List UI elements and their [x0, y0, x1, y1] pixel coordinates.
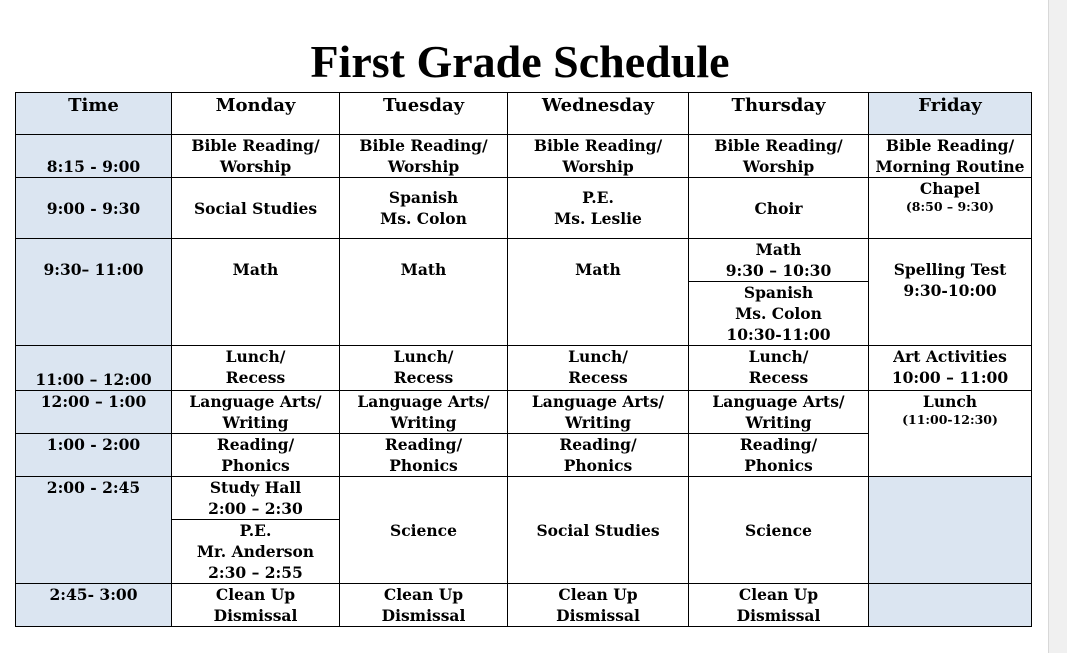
cell-line: 2:00 – 2:30 — [208, 499, 303, 518]
cell-mon-7a — [172, 477, 340, 520]
cell-line: Bible Reading/ — [359, 136, 488, 155]
cell-mon-3: Math — [172, 239, 340, 346]
cell-line: Phonics — [563, 456, 633, 475]
cell-line: Mr. Anderson — [196, 542, 315, 561]
cell-line: Lunch/ — [568, 347, 628, 366]
cell-line: Bible Reading/ — [533, 136, 663, 155]
cell-line: Ms. Colon — [380, 209, 467, 228]
cell-mon-6 — [172, 434, 340, 477]
cell-fri-1 — [869, 135, 1032, 178]
cell-line: Lunch/ — [748, 347, 809, 366]
cell-mon-7b — [172, 520, 340, 584]
cell-thu-1 — [689, 135, 869, 178]
cell-line: Recess — [225, 368, 286, 387]
cell-fri-5 — [869, 391, 1032, 477]
cell-tue-7: Science — [340, 477, 508, 584]
cell-line: Clean Up — [383, 585, 464, 604]
cell-wed-8 — [508, 584, 689, 627]
cell-thu-7: Science — [689, 477, 869, 584]
cell-tue-6 — [340, 434, 508, 477]
cell-line: Morning Routine — [875, 157, 1025, 176]
cell-line: Chapel — [919, 179, 981, 198]
cell-line: P.E. — [582, 188, 614, 207]
cell-line: Dismissal — [736, 606, 821, 625]
cell-line: Worship — [219, 157, 292, 176]
cell-mon-4 — [172, 346, 340, 391]
cell-line: Writing — [222, 413, 289, 432]
cell-fri-7 — [869, 477, 1032, 584]
cell-note: (8:50 – 9:30) — [905, 199, 995, 214]
table-row — [16, 239, 1032, 282]
table-row — [16, 135, 1032, 178]
header-monday: Monday — [172, 93, 340, 135]
time-cell: 2:45- 3:00 — [16, 584, 172, 627]
cell-line: P.E. — [239, 521, 272, 540]
table-row — [16, 346, 1032, 391]
cell-line: Writing — [565, 413, 631, 432]
cell-line: Bible Reading/ — [191, 136, 320, 155]
cell-tue-8 — [340, 584, 508, 627]
table-row — [16, 584, 1032, 627]
cell-line: Dismissal — [381, 606, 466, 625]
cell-line: Spanish — [743, 283, 814, 302]
cell-line: Lunch — [922, 392, 978, 411]
cell-mon-2: Social Studies — [172, 178, 340, 239]
cell-tue-5 — [340, 391, 508, 434]
cell-line: Study Hall — [209, 478, 302, 497]
cell-fri-2 — [869, 178, 1032, 239]
cell-tue-3: Math — [340, 239, 508, 346]
header-wednesday: Wednesday — [508, 93, 689, 135]
time-cell: 12:00 – 1:00 — [16, 391, 172, 434]
cell-thu-3a — [689, 239, 869, 282]
cell-line: Bible Reading/ — [714, 136, 843, 155]
cell-line: Math — [755, 240, 802, 259]
schedule-table — [15, 92, 1032, 627]
time-cell: 2:00 - 2:45 — [16, 477, 172, 584]
cell-mon-5 — [172, 391, 340, 434]
cell-line: Language Arts/ — [189, 392, 322, 411]
cell-wed-6 — [508, 434, 689, 477]
cell-line: Writing — [745, 413, 812, 432]
cell-line: Worship — [387, 157, 460, 176]
cell-mon-8 — [172, 584, 340, 627]
cell-tue-2 — [340, 178, 508, 239]
cell-line: Art Activities — [893, 347, 1007, 366]
cell-line: Reading/ — [216, 435, 295, 454]
cell-line: Clean Up — [558, 585, 638, 604]
table-row — [16, 391, 1032, 434]
time-cell: 9:30– 11:00 — [16, 239, 172, 346]
cell-line: Clean Up — [738, 585, 819, 604]
cell-line: Bible Reading/ — [885, 136, 1015, 155]
cell-line: Worship — [742, 157, 815, 176]
cell-line: Phonics — [744, 456, 813, 475]
cell-line: Reading/ — [384, 435, 463, 454]
cell-line: Lunch/ — [393, 347, 454, 366]
cell-thu-4 — [689, 346, 869, 391]
cell-wed-4 — [508, 346, 689, 391]
cell-line: Ms. Colon — [735, 304, 822, 323]
cell-line: 10:00 – 11:00 — [891, 368, 1009, 387]
header-row — [16, 93, 1032, 135]
cell-line: Clean Up — [215, 585, 296, 604]
cell-line: Ms. Leslie — [554, 209, 642, 228]
time-cell: 1:00 - 2:00 — [16, 434, 172, 477]
cell-wed-5 — [508, 391, 689, 434]
cell-line: Dismissal — [556, 606, 640, 625]
cell-line: Phonics — [221, 456, 290, 475]
cell-line: Spanish — [388, 188, 459, 207]
header-friday: Friday — [869, 93, 1032, 135]
cell-line: Phonics — [389, 456, 458, 475]
cell-line: Reading/ — [739, 435, 818, 454]
cell-tue-4 — [340, 346, 508, 391]
cell-note: (11:00-12:30) — [902, 412, 998, 427]
time-cell: 9:00 - 9:30 — [16, 178, 172, 239]
time-cell: 11:00 – 12:00 — [16, 346, 172, 391]
cell-line: Recess — [748, 368, 809, 387]
cell-line: 9:30-10:00 — [903, 281, 997, 300]
cell-line: Worship — [562, 157, 634, 176]
cell-line: 9:30 – 10:30 — [725, 261, 832, 280]
cell-line: Recess — [568, 368, 628, 387]
header-thursday: Thursday — [689, 93, 869, 135]
cell-thu-6 — [689, 434, 869, 477]
cell-thu-3b — [689, 282, 869, 346]
header-time: Time — [16, 93, 172, 135]
cell-wed-2 — [508, 178, 689, 239]
cell-line: Dismissal — [213, 606, 298, 625]
cell-mon-1 — [172, 135, 340, 178]
cell-line: Language Arts/ — [531, 392, 665, 411]
cell-tue-1 — [340, 135, 508, 178]
page-title: First Grade Schedule — [310, 36, 730, 87]
cell-thu-2: Choir — [689, 178, 869, 239]
header-tuesday: Tuesday — [340, 93, 508, 135]
cell-line: Reading/ — [559, 435, 637, 454]
time-cell: 8:15 - 9:00 — [16, 135, 172, 178]
cell-line: Writing — [390, 413, 457, 432]
cell-line: Language Arts/ — [712, 392, 845, 411]
cell-wed-1 — [508, 135, 689, 178]
cell-fri-8 — [869, 584, 1032, 627]
cell-wed-3: Math — [508, 239, 689, 346]
cell-thu-5 — [689, 391, 869, 434]
cell-line: Recess — [393, 368, 454, 387]
cell-line: Language Arts/ — [357, 392, 490, 411]
cell-line: 2:30 – 2:55 — [208, 563, 303, 582]
page-edge — [1048, 0, 1067, 653]
cell-wed-7: Social Studies — [508, 477, 689, 584]
cell-fri-4 — [869, 346, 1032, 391]
table-row — [16, 178, 1032, 239]
cell-line: 10:30-11:00 — [726, 325, 831, 344]
table-row — [16, 477, 1032, 520]
cell-fri-3 — [869, 239, 1032, 346]
cell-thu-8 — [689, 584, 869, 627]
cell-line: Spelling Test — [893, 260, 1007, 279]
cell-line: Lunch/ — [225, 347, 286, 366]
